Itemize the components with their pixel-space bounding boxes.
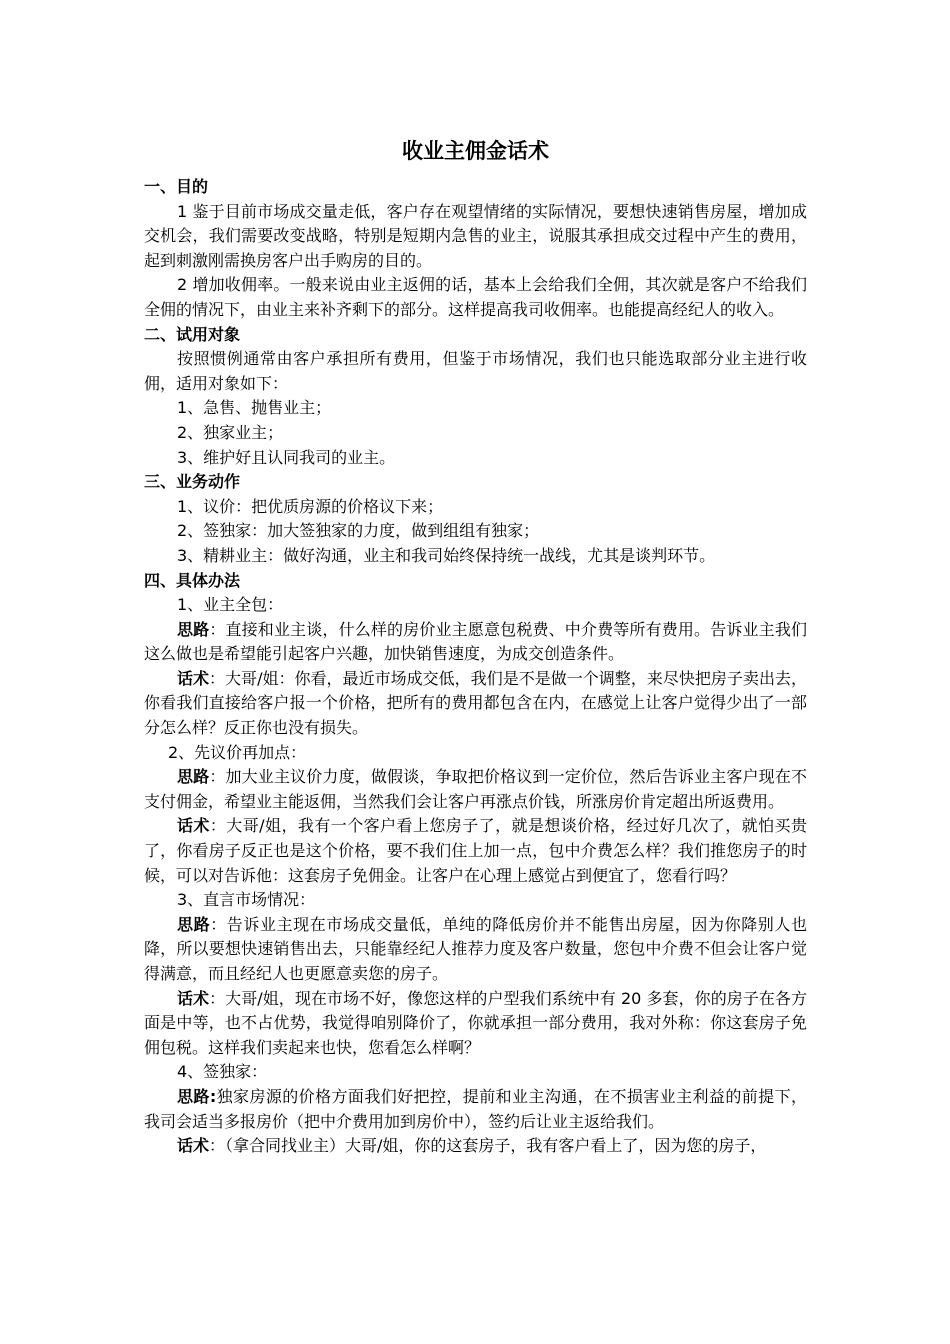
method-2-thinking <box>144 765 807 814</box>
document-body <box>144 137 807 1159</box>
method-1-script <box>144 667 807 741</box>
list-item: 3、精耕业主：做好沟通，业主和我司始终保持统一战线，尤其是谈判环节。 <box>177 545 716 565</box>
thinking-label: 思路 <box>177 914 211 934</box>
list-item: 2、独家业主； <box>177 422 284 442</box>
script-label: 话术 <box>177 1136 210 1156</box>
section-heading-purpose: 一、目的 <box>144 177 209 196</box>
list-item: 1、急售、抛售业主； <box>177 398 332 418</box>
thinking-text: ：直接和业主谈，什么样的房价业主愿意包税费、中介费等所有费用。告诉业主我们这么做也是希望能引起客户兴趣，加快销售速度，为成交创造条件。 <box>144 619 807 664</box>
thinking-label: 思路 <box>177 767 210 787</box>
thinking-text: 独家房源的价格方面我们好把控，提前和业主沟通，在不损害业主利益的前提下，我司会适当多报房价（把中介费用加到房价中），签约后让业主返给我们。 <box>144 1086 807 1131</box>
thinking-text: ：告诉业主现在市场成交量低，单纯的降低房价并不能售出房屋，因为你降别人也降，所以要想快速销售出去，只能靠经纪人推荐力度及客户数量，您包中介费不但会让客户觉得满意，而且经纪人也更愿意卖您的房子。 <box>144 914 807 983</box>
method-4-script <box>144 1134 807 1159</box>
section-heading-targets: 二、试用对象 <box>144 324 241 344</box>
method-title-3: 3、直言市场情况： <box>177 890 316 910</box>
thinking-text: ：加大业主议价力度，做假谈，争取把价格议到一定价位，然后告诉业主客户现在不支付佣金，希望业主能返佣，当然我们会让客户再涨点价钱，所涨房价肯定超出所返费用。 <box>144 767 807 811</box>
list-item: 3、维护好且认同我司的业主。 <box>177 447 396 467</box>
script-text: ：大哥/姐，我有一个客户看上您房子了，就是想谈价格，经过好几次了，就怕买贵了，你看房子反正也是这个价格，要不我们住上加一点，包中介费怎么样？我们推您房子的时候，可以对告诉他：这套房子免佣金。让客户在心理上感觉占到便宜了，您看行吗？ <box>144 816 807 885</box>
method-4-thinking <box>144 1085 807 1134</box>
section-heading-actions: 三、业务动作 <box>144 472 241 492</box>
method-2-script <box>144 814 807 888</box>
script-label: 话术 <box>177 988 210 1008</box>
method-title-2: 2、先议价再加点： <box>168 742 307 762</box>
method-title-4: 4、签独家： <box>177 1062 268 1082</box>
method-3-script <box>144 987 807 1061</box>
list-item: 1、议价：把优质房源的价格议下来； <box>177 496 444 516</box>
page-title: 收业主佣金话术 <box>402 139 549 163</box>
script-text: ：（拿合同找业主）大哥/姐，你的这套房子，我有客户看上了，因为您的房子， <box>209 1136 767 1156</box>
script-label: 话术 <box>177 816 210 836</box>
method-3-thinking <box>144 913 807 987</box>
script-label: 话术 <box>177 668 210 688</box>
purpose-paragraph-2: 2 增加收佣率。一般来说由业主返佣的话，基本上会给我们全佣，其次就是客户不给我们全佣的情况下，由业主来补齐剩下的部分。这样提高我司收佣率。也能提高经纪人的收入。 <box>144 275 807 319</box>
thinking-label: 思路: <box>177 1086 217 1106</box>
section-heading-methods: 四、具体办法 <box>144 570 241 590</box>
thinking-label: 思路 <box>177 619 210 639</box>
list-item: 2、签独家：加大签独家的力度，做到组组有独家； <box>177 521 540 541</box>
method-1-thinking <box>144 618 807 667</box>
script-text: ：大哥/姐：你看，最近市场成交低，我们是不是做一个调整，来尽快把房子卖出去，你看我们直接给客户报一个价格，把所有的费用都包含在内，在感觉上让客户觉得少出了一部分怎么样？反正你也没有损失。 <box>144 668 807 738</box>
method-title-1: 1、业主全包： <box>177 595 284 615</box>
targets-intro: 按照惯例通常由客户承担所有费用，但鉴于市场情况，我们也只能选取部分业主进行收佣，适用对象如下： <box>144 349 807 393</box>
purpose-paragraph-1: 1 鉴于目前市场成交量走低，客户存在观望情绪的实际情况，要想快速销售房屋，增加成交机会，我们需要改变战略，特别是短期内急售的业主，说服其承担成交过程中产生的费用，起到刺激刚需换房客户出手购房的目的。 <box>144 201 807 270</box>
script-text: ：大哥/姐，现在市场不好，像您这样的户型我们系统中有 20 多套，你的房子在各方面是中等，也不占优势，我觉得咱别降价了，你就承担一部分费用，我对外称：你这套房子免佣包税。这样我们卖起来也快，您看怎么样啊？ <box>144 988 807 1057</box>
